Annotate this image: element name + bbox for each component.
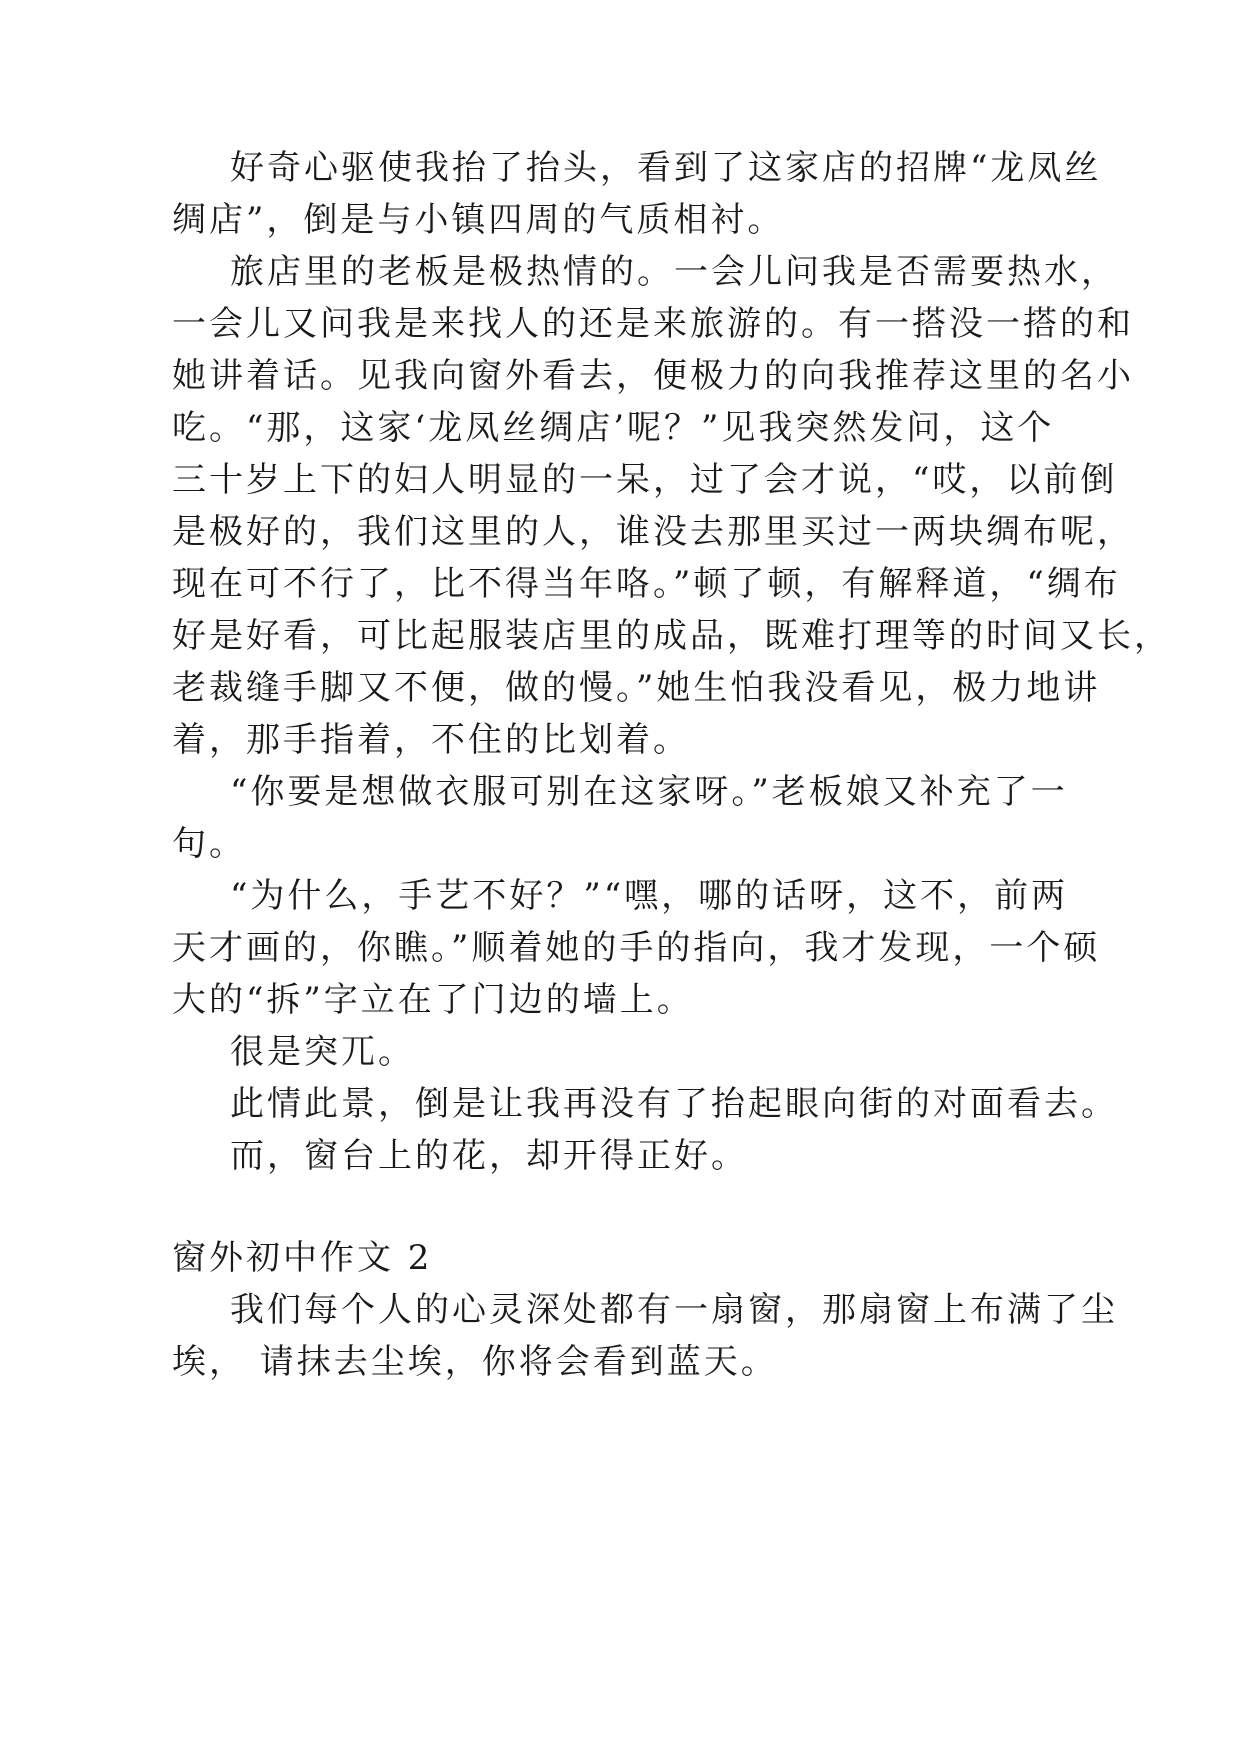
text-line: 句。 bbox=[172, 824, 246, 864]
text-line: 她讲着话。见我向窗外看去，便极力的向我推荐这里的名小 bbox=[172, 356, 1134, 396]
text-line: 一会儿又问我是来找人的还是来旅游的。有一搭没一搭的和 bbox=[172, 304, 1134, 344]
text-line: 大的“拆”字立在了门边的墙上。 bbox=[172, 980, 694, 1020]
text-line: 我们每个人的心灵深处都有一扇窗，那扇窗上布满了尘 bbox=[230, 1290, 1118, 1330]
section-heading: 窗外初中作文 2 bbox=[172, 1238, 433, 1278]
text-line: 现在可不行了，比不得当年咯。”顿了顿，有解释道，“绸布 bbox=[172, 564, 1121, 604]
text-line: 三十岁上下的妇人明显的一呆，过了会才说，“哎，以前倒 bbox=[172, 460, 1118, 500]
text-line: 是极好的，我们这里的人，谁没去那里买过一两块绸布呢， bbox=[172, 512, 1134, 552]
text-line: 很是突兀。 bbox=[230, 1032, 415, 1072]
text-line: 着，那手指着，不住的比划着。 bbox=[172, 720, 690, 760]
text-line: 老裁缝手脚又不便，做的慢。”她生怕我没看见，极力地讲 bbox=[172, 668, 1101, 708]
text-line: 天才画的，你瞧。”顺着她的手的指向，我才发现，一个硕 bbox=[172, 928, 1101, 968]
text-line: 吃。“那，这家‘龙凤丝绸店’呢？”见我突然发问，这个 bbox=[172, 408, 1055, 448]
text-line: “你要是想做衣服可别在这家呀。”老板娘又补充了一 bbox=[230, 772, 1068, 812]
text-line: 埃， 请抹去尘埃，你将会看到蓝天。 bbox=[172, 1342, 778, 1382]
text-line: 而，窗台上的花，却开得正好。 bbox=[230, 1136, 748, 1176]
text-line: “为什么，手艺不好？”“嘿，哪的话呀，这不，前两 bbox=[230, 876, 1069, 916]
text-line: 好是好看，可比起服装店里的成品，既难打理等的时间又长， bbox=[172, 616, 1171, 656]
text-line: 好奇心驱使我抬了抬头，看到了这家店的招牌“龙凤丝 bbox=[230, 148, 1102, 188]
text-line: 此情此景，倒是让我再没有了抬起眼向街的对面看去。 bbox=[230, 1084, 1118, 1124]
text-line: 旅店里的老板是极热情的。一会儿问我是否需要热水， bbox=[230, 252, 1118, 292]
text-line: 绸店”，倒是与小镇四周的气质相衬。 bbox=[172, 200, 785, 240]
